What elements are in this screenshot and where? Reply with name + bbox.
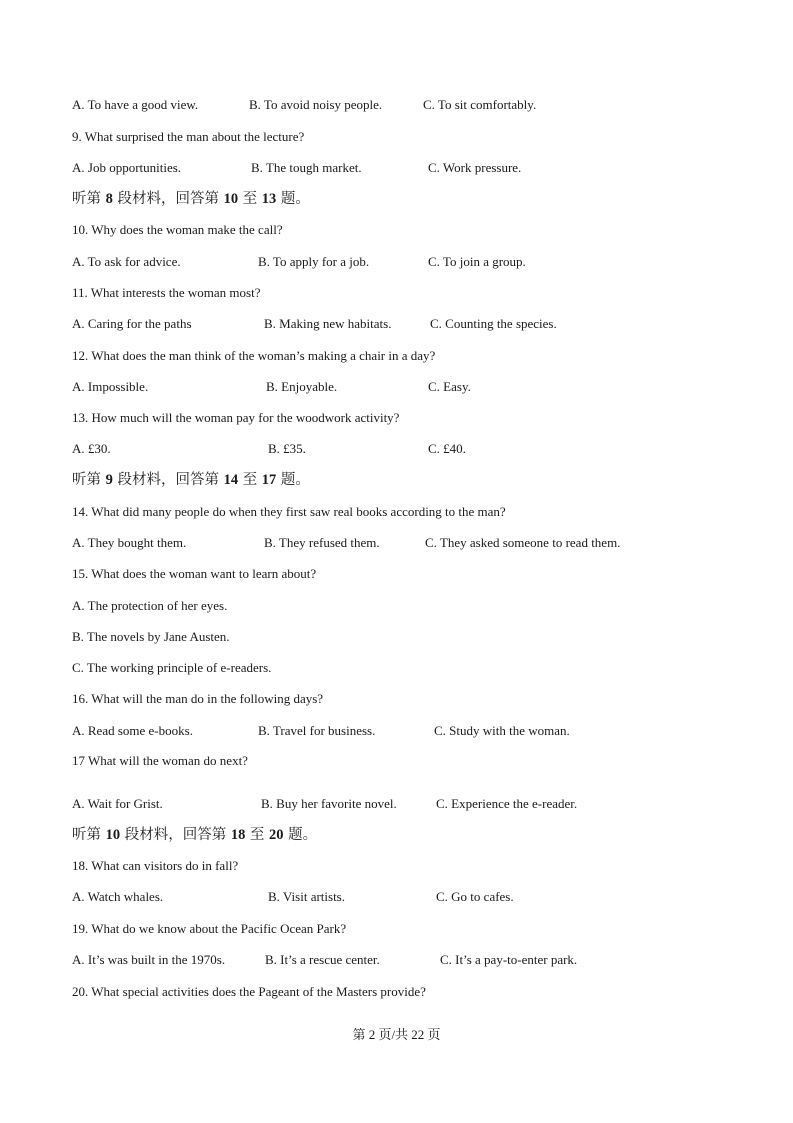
q10-option-c: C. To join a group. [428,254,526,269]
q14-option-b: B. They refused them. [264,535,380,550]
q15-option-a: A. The protection of her eyes. [72,598,228,613]
question-14: 14. What did many people do when they first saw real books according to the man? [72,504,506,519]
q17-option-a: A. Wait for Grist. [72,796,163,811]
q9-option-b: B. The tough market. [251,160,362,175]
q12-option-a: A. Impossible. [72,379,149,394]
q15-option-b: B. The novels by Jane Austen. [72,629,230,644]
question-20: 20. What special activities does the Pageant of the Masters provide? [72,984,426,999]
question-17: 17 What will the woman do next? [72,753,248,768]
q19-option-c: C. It’s a pay-to-enter park. [440,952,578,967]
question-15: 15. What does the woman want to learn about? [72,566,317,581]
question-11: 11. What interests the woman most? [72,285,261,300]
q19-option-a: A. It’s was built in the 1970s. [72,952,226,967]
q8-option-c: C. To sit comfortably. [423,97,537,112]
q12-option-b: B. Enjoyable. [266,379,338,394]
q12-option-c: C. Easy. [428,379,471,394]
question-10: 10. Why does the woman make the call? [72,222,283,237]
section-header-9: 听第 9 段材料，回答第 14 至 17 题。 [72,472,310,488]
section-header-8: 听第 8 段材料，回答第 10 至 13 题。 [72,191,310,207]
q13-option-b: B. £35. [268,441,306,456]
q11-option-b: B. Making new habitats. [264,316,392,331]
page-footer: 第 2 页/共 22 页 [352,1027,441,1042]
q9-option-a: A. Job opportunities. [72,160,182,175]
q9-option-c: C. Work pressure. [428,160,522,175]
q8-option-a: A. To have a good view. [72,97,199,112]
question-18: 18. What can visitors do in fall? [72,858,239,873]
q14-option-a: A. They bought them. [72,535,187,550]
q18-option-b: B. Visit artists. [268,889,345,904]
question-16: 16. What will the man do in the following days? [72,691,324,706]
q10-option-b: B. To apply for a job. [258,254,370,269]
q11-option-c: C. Counting the species. [430,316,557,331]
q11-option-a: A. Caring for the paths [72,316,192,331]
section-header-10: 听第 10 段材料，回答第 18 至 20 题。 [72,827,318,843]
q14-option-c: C. They asked someone to read them. [425,535,621,550]
question-19: 19. What do we know about the Pacific Ocean Park? [72,921,347,936]
q17-option-c: C. Experience the e-reader. [436,796,578,811]
q15-option-c: C. The working principle of e-readers. [72,660,272,675]
question-12: 12. What does the man think of the woman’s making a chair in a day? [72,348,436,363]
q16-option-b: B. Travel for business. [258,723,376,738]
question-13: 13. How much will the woman pay for the woodwork activity? [72,410,400,425]
question-9: 9. What surprised the man about the lecture? [72,129,305,144]
q17-option-b: B. Buy her favorite novel. [261,796,397,811]
q16-option-a: A. Read some e-books. [72,723,193,738]
q10-option-a: A. To ask for advice. [72,254,181,269]
q13-option-c: C. £40. [428,441,466,456]
q18-option-c: C. Go to cafes. [436,889,514,904]
q18-option-a: A. Watch whales. [72,889,164,904]
q19-option-b: B. It’s a rescue center. [265,952,380,967]
q8-option-b: B. To avoid noisy people. [249,97,383,112]
q13-option-a: A. £30. [72,441,111,456]
q16-option-c: C. Study with the woman. [434,723,570,738]
